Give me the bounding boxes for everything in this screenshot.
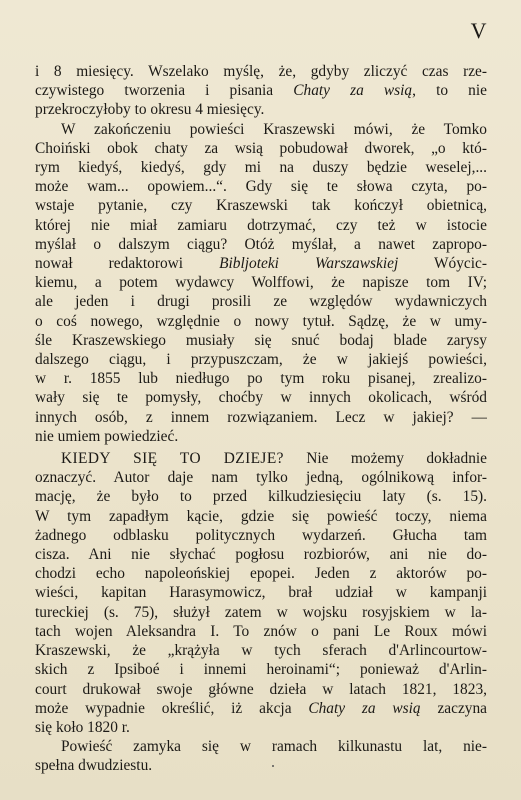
text-line: nie umiem powiedzieć. xyxy=(35,427,179,445)
text-line: oznaczyć. Autor daje nam tylko jedną, ogólnikową infor- xyxy=(35,469,487,487)
text-line: wieści, kapitan Harasymowicz, brał udział w kampanji xyxy=(35,584,487,602)
text-line xyxy=(35,254,487,273)
text-line: W tym zapadłym kącie, gdzie się powieść toczy, niema xyxy=(35,507,487,525)
text-line: żadnego odblasku politycznych wydarzeń. Głucha tam xyxy=(35,526,487,544)
text-segment: może wypadnie określić, iż akcja xyxy=(35,699,309,717)
text-line: Powieść zamyka się w ramach kilkunastu lat, nie- xyxy=(61,738,487,756)
journal-title: Bibljoteki Warszawskiej xyxy=(219,255,399,273)
paragraph xyxy=(35,449,487,737)
text-line: Kraszewski, że „krążyła w tych sferach d'Arlincourtow- xyxy=(35,642,487,660)
text-line: dalszego ciągu, i przypuszczam, że w jakiejś powieści, xyxy=(35,351,487,369)
text-line: kiemu, a potem wydawcy Wolffowi, że napisze tom IV; xyxy=(35,274,487,292)
text-segment: zaczyna xyxy=(420,699,487,717)
text-line: rym kiedyś, kiedyś, gdy mi na duszy będzie weselej,... xyxy=(35,159,487,177)
text-line: chodzi echo napoleońskiej epopei. Jeden z aktorów po- xyxy=(35,565,487,583)
text-segment: nował redaktorowi xyxy=(35,255,220,273)
text-line: wały się te pomysły, choćby w innych okolicach, wśród xyxy=(35,389,487,407)
text-line: ale jeden i drugi prosili ze względów wydawniczych xyxy=(35,293,487,311)
text-line: tach wojen Aleksandra I. To znów o pani Le Roux mówi xyxy=(35,622,487,640)
text-line: skich z Ipsiboé i innemi heroinami“; ponieważ d'Arlin- xyxy=(35,661,487,679)
text-line: i 8 miesięcy. Wszelako myślę, że, gdyby zliczyć czas rze- xyxy=(35,63,487,80)
text-line: myślał o dalszym ciągu? Otóż myślał, a nawet zapropo- xyxy=(35,235,487,253)
text-line: court drukował swoje główne dzieła w latach 1821, 1823, xyxy=(35,680,487,698)
text-line: tureckiej (s. 75), służył zatem w wojsku rosyjskiem w la- xyxy=(35,603,487,621)
text-line xyxy=(35,449,487,468)
paragraph xyxy=(35,62,487,120)
text-line: W zakończeniu powieści Kraszewski mówi, że Tomko xyxy=(61,120,487,138)
page-number: V xyxy=(470,18,487,43)
text-line: wstaje pytanie, czy Kraszewski tak kończył obietnicą, xyxy=(35,197,487,215)
text-line: o coś nowego, względnie o nowy tytuł. Sądzę, że w umy- xyxy=(35,312,487,330)
text-line: innych osób, z innem rozwiązaniem. Lecz w jakiej? — xyxy=(35,408,487,426)
section-lead: KIEDY SIĘ TO DZIEJE? xyxy=(61,450,284,468)
text-segment: Nie możemy dokładnie xyxy=(283,450,487,468)
text-segment: czywistego tworzenia i pisania xyxy=(35,82,294,100)
book-title: Chaty za wsią xyxy=(308,699,421,717)
text-line: śle Kraszewskiego musiały się snuć bodaj blade zarysy xyxy=(35,331,487,349)
text-line xyxy=(35,699,487,718)
text-segment: , to nie xyxy=(412,82,487,100)
text-line: Choiński obok chaty za wsią pobudował dworek, „o któ- xyxy=(35,139,487,157)
text-line: której nie miał zamiaru dotrzymać, czy też w istocie xyxy=(35,216,487,234)
paragraph xyxy=(35,120,487,446)
body-text xyxy=(35,62,487,776)
paragraph xyxy=(35,737,487,775)
book-title: Chaty za wsią xyxy=(293,82,413,100)
text-line: mację, że było to przed kilkudziesięciu laty (s. 15). xyxy=(35,488,487,506)
text-line: w r. 1855 lub niedługo po tym roku pisanej, zrealizo- xyxy=(35,370,487,388)
text-line: spełna dwudziestu. xyxy=(35,757,153,775)
text-line: cisza. Ani nie słychać pogłosu rozbiorów, ani nie do- xyxy=(35,546,487,564)
text-line: może wam... opowiem...“. Gdy się te słowa czyta, po- xyxy=(35,178,487,196)
text-line xyxy=(35,81,487,100)
text-segment: Wóycic- xyxy=(398,255,487,273)
text-line: się koło 1820 r. xyxy=(35,718,130,736)
text-line: przekroczyłoby to okresu 4 miesięcy. xyxy=(35,101,265,119)
print-speck xyxy=(272,765,274,767)
